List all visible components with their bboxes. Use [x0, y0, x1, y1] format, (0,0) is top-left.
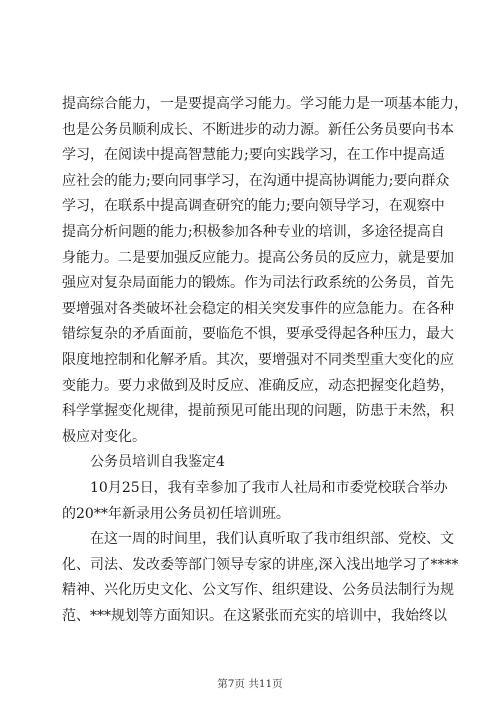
text-line: 学习，在阅读中提高智慧能力;要向实践学习，在工作中提高适 [62, 147, 445, 164]
paragraph-ability [62, 92, 468, 450]
document-body [62, 92, 468, 629]
text-line: 限度地控制和化解矛盾。其次，要增强对不同类型重大变化的应 [62, 351, 454, 368]
section-heading: 公务员培训自我鉴定4 [90, 454, 225, 471]
text-line: 强应对复杂局面能力的锻炼。作为司法行政系统的公务员，首先 [62, 275, 454, 292]
text-line: 错综复杂的矛盾面前，要临危不惧，要承受得起各种压力，最大 [62, 326, 454, 343]
text-line: 应社会的能力;要向同事学习，在沟通中提高协调能力;要向群众 [62, 172, 450, 189]
text-line: 提高分析问题的能力;积极参加各种专业的培训，多途径提高自 [62, 223, 445, 240]
paragraph-training-intro [62, 476, 448, 527]
paragraph-training-content [62, 527, 459, 629]
text-line: 提高综合能力，一是要提高学习能力。学习能力是一项基本能力， [62, 96, 468, 112]
page-number-footer: 第7页 共11页 [217, 678, 283, 690]
text-line: 身能力。二是要加强反应能力。提高公务员的反应力，就是要加 [62, 249, 454, 266]
text-line: 科学掌握变化规律，提前预见可能出现的问题，防患于未然，积 [62, 403, 454, 420]
text-line: 也是公务员顺利成长、不断进步的动力源。新任公务员要向书本 [62, 121, 454, 138]
text-line: 极应对变化。 [62, 428, 146, 445]
text-line: 学习，在联系中提高调查研究的能力;要向领导学习，在观察中 [62, 198, 445, 215]
text-line: 范、***规划等方面知识。在这紧张而充实的培训中，我始终以 [62, 607, 447, 624]
text-line: 的20**年新录用公务员初任培训班。 [62, 505, 290, 522]
text-line: 10月25日，我有幸参加了我市人社局和市委党校联合举办 [90, 479, 448, 496]
text-line: 在这一周的时间里，我们认真听取了我市组织部、党校、文 [90, 531, 454, 548]
text-line: 变能力。要力求做到及时反应、准确反应，动态把握变化趋势， [62, 377, 454, 394]
text-line: 要增强对各类破坏社会稳定的相关突发事件的应急能力。在各种 [62, 300, 454, 317]
text-line: 化、司法、发改委等部门领导专家的讲座,深入浅出地学习了**** [62, 556, 459, 573]
text-line: 精神、兴化历史文化、公文写作、组织建设、公务员法制行为规 [62, 582, 454, 599]
